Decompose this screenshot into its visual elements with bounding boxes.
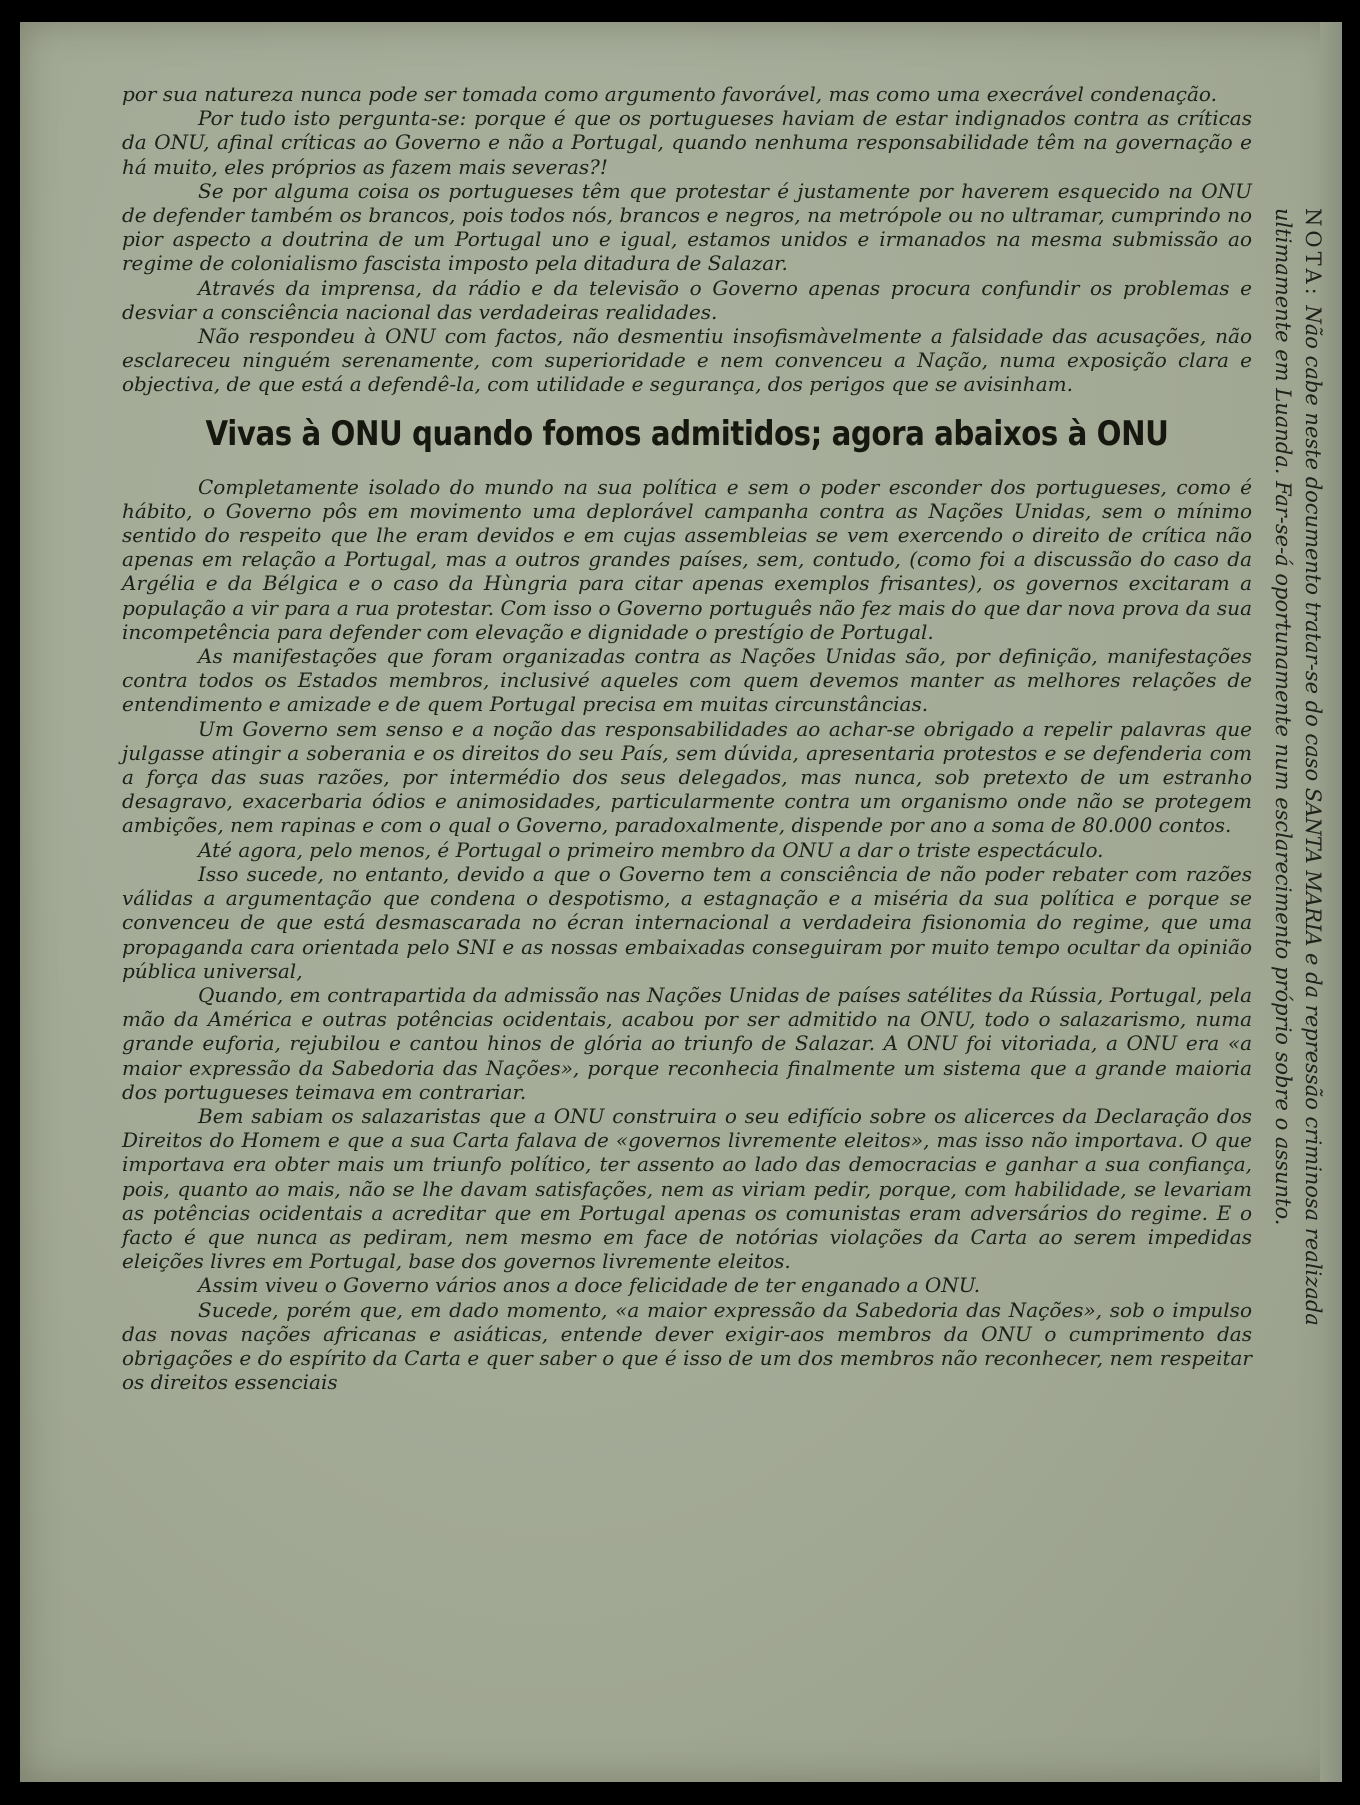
note-label: NOTA: [1301,208,1325,299]
paragraph: Por tudo isto pergunta-se: porque é que os portugueses haviam de estar indignados contra as críticas da ONU, afinal críticas ao Governo e não a Portugal, quando nenhuma responsabilidade têm na governação e há muito, eles próprios as fazem mais severas?! [122,106,1252,179]
margin-note-line-2: ultimamente em Luanda. Far-se-á oportunamente num esclarecimento próprio sobre o assunto. [1271,208,1295,1226]
section-body [122,475,1252,1395]
paragraph: Completamente isolado do mundo na sua política e sem o poder esconder dos portugueses, como é hábito, o Governo pôs em movimento uma deplorável campanha contra as Nações Unidas, sem o mínimo sentido do respeito que lhe eram devidos e em cujas assembleias se vem exercendo o direito de crítica não apenas em relação a Portugal, mas a outros grandes países, sem, contudo, (como foi a discussão do caso da Argélia e da Bélgica e o caso da Hùngria para citar apenas exemplos frisantes), os governos excitaram a população a vir para a rua protestar. Com isso o Governo português não fez mais do que dar nova prova da sua incompetência para defender com elevação e dignidade o prestígio de Portugal. [122,474,1252,644]
paragraph: As manifestações que foram organizadas contra as Nações Unidas são, por definição, manifestações contra todos os Estados membros, inclusivé aqueles com quem devemos manter as melhores relações de entendimento e amizade e de quem Portugal precisa em muitas circunstâncias. [122,644,1252,717]
paragraph: Não respondeu à ONU com factos, não desmentiu insofismàvelmente a falsidade das acusações, não esclareceu ninguém serenamente, com superioridade e nem convenceu a Nação, numa exposição clara e objectiva, de que está a defendê-la, com utilidade e segurança, dos perigos que se avisinham. [122,324,1252,397]
paragraph: Assim viveu o Governo vários anos a doce felicidade de ter enganado a ONU. [198,1273,981,1298]
paragraph: por sua natureza nunca pode ser tomada como argumento favorável, mas como uma execrável condenação. [122,82,1217,106]
margin-note-line-1 [1298,208,1328,1708]
paragraph: Até agora, pelo menos, é Portugal o primeiro membro da ONU a dar o triste espectáculo. [198,837,1104,862]
note-text-1: Não cabe neste documento tratar-se do caso SANTA MARIA e da repressão criminosa realizada [1301,305,1325,1326]
paragraph: Sucede, porém que, em dado momento, «a maior expressão da Sabedoria das Nações», sob o impulso das novas nações africanas e asiáticas, entende dever exigir-aos membros da ONU o cumprimento das obrigações e do espírito da Carta e quer saber o que é isso de um dos membros não reconhecer, nem respeitar os direitos essenciais [122,1297,1252,1395]
main-text-column [122,82,1252,1762]
paragraph: Se por alguma coisa os portugueses têm que protestar é justamente por haverem esquecido na ONU de defender também os brancos, pois todos nós, brancos e negros, na metrópole ou no ultramar, cumprindo no pior aspecto a doutrina de um Portugal uno e igual, estamos unidos e irmanados na mesma submissão ao regime de colonialismo fascista imposto pela ditadura de Salazar. [122,178,1252,276]
paragraph: Isso sucede, no entanto, devido a que o Governo tem a consciência de não poder rebater com razões válidas a argumentação que condena o despotismo, a estagnação e a miséria da sua política e porque se convenceu de que está desmascarada no écran internacional a verdadeira fisionomia do regime, que uma propaganda cara orientada pelo SNI e as nossas embaixadas conseguiram por muito tempo ocultar da opinião pública universal, [122,861,1252,983]
section-headline: Vivas à ONU quando fomos admitidos; agora abaixos à ONU [205,413,1169,454]
paragraph: Um Governo sem senso e a noção das responsabilidades ao achar-se obrigado a repelir palavras que julgasse atingir a soberania e os direitos do seu País, sem dúvida, apresentaria protestos e se defenderia com a força das suas razões, por intermédio dos seus delegados, mas nunca, sob pretexto de um estranho desagravo, exacerbaria ódios e animosidades, particularmente contra um organismo onde não se protegem ambições, nem rapinas e com o qual o Governo, paradoxalmente, dispende por ano a soma de 80.000 contos. [122,716,1252,838]
document-page [20,22,1342,1782]
margin-note [1258,208,1328,1708]
paragraph: Quando, em contrapartida da admissão nas Nações Unidas de países satélites da Rússia, Portugal, pela mão da América e outras potências ocidentais, acabou por ser admitido na ONU, todo o salazarismo, numa grande euforia, rejubilou e cantou hinos de glória ao triunfo de Salazar. A ONU foi vitoriada, a ONU era «a maior expressão da Sabedoria das Nações», porque reconhecia finalmente um sistema que a grande maioria dos portugueses teimava em contrariar. [122,982,1252,1104]
paragraph: Através da imprensa, da rádio e da televisão o Governo apenas procura confundir os problemas e desviar a consciência nacional das verdadeiras realidades. [122,275,1252,324]
section-intro [122,82,1252,397]
paragraph: Bem sabiam os salazaristas que a ONU construira o seu edifício sobre os alicerces da Declaração dos Direitos do Homem e que a sua Carta falava de «governos livremente eleitos», mas isso não importava. O que importava era obter mais um triunfo político, ter assento ao lado das democracias e ganhar a sua confiança, pois, quanto ao mais, não se lhe davam satisfações, nem as viriam pedir, porque, com habilidade, se levariam as potências ocidentais a acreditar que em Portugal apenas os comunistas eram adversários do regime. E o facto é que nunca as pediram, nem mesmo em face de notórias violações da Carta ao serem impedidas eleições livres em Portugal, base dos governos livremente eleitos. [122,1103,1252,1274]
